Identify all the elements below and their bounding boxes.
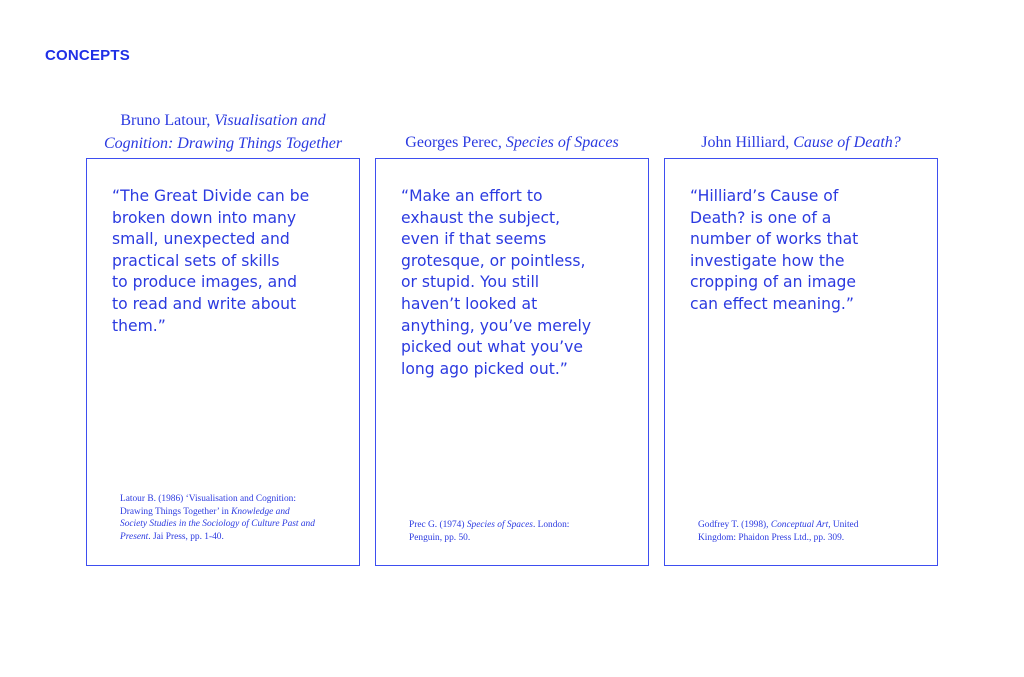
column-3-citation-tail1: , United — [828, 520, 859, 530]
column-1-citation — [120, 493, 350, 543]
column-2-citation-head: Prec G. (1974) — [409, 520, 465, 530]
column-1-quote: “The Great Divide can be broken down into many small, unexpected and practical sets of skills to produce images, and to read and write about them.” — [112, 187, 310, 335]
column-1-citation-italic1: Knowledge and — [231, 506, 290, 517]
column-1-author: Bruno Latour, — [120, 112, 211, 129]
column-1-citation-italic3: Present — [120, 531, 149, 542]
column-3-title — [664, 131, 938, 154]
column-2-author: Georges Perec, — [405, 134, 502, 151]
column-2-citation — [409, 519, 639, 544]
column-1-citation-line1: Latour B. (1986) ‘Visualisation and Cognition: — [120, 494, 296, 504]
column-3-work: Cause of Death? — [793, 134, 901, 151]
column-1-title — [86, 109, 360, 155]
column-2-citation-italic: Species of Spaces — [466, 520, 533, 530]
column-1-work-line2: Cognition: Drawing Things Together — [103, 135, 343, 152]
column-3-citation-tail2: Kingdom: Phaidon Press Ltd., pp. 309. — [698, 532, 845, 543]
column-2-title — [375, 131, 649, 154]
column-2-citation-tail1: . London: — [532, 520, 570, 530]
column-1-work-line1: Visualisation and — [214, 112, 326, 129]
column-2-citation-tail2: Penguin, pp. 50. — [409, 532, 471, 543]
column-2-quote: “Make an effort to exhaust the subject, even if that seems grotesque, or pointless, or stupid. You still haven’t looked at anything, you’ve merely picked out what you’ve long ago picked out.” — [401, 187, 592, 378]
column-3-citation-italic: Conceptual Art — [770, 520, 829, 530]
column-1-citation-italic2: Society Studies in the Sociology of Culture Past and — [120, 519, 315, 530]
column-1-citation-line2: Drawing Things Together’ in — [120, 506, 229, 517]
page-heading: CONCEPTS — [45, 47, 130, 64]
column-3-citation-head: Godfrey T. (1998), — [698, 520, 769, 530]
column-3-author: John Hilliard, — [701, 134, 790, 151]
column-1-citation-tail: . Jai Press, pp. 1-40. — [148, 531, 224, 542]
column-2-work: Species of Spaces — [505, 134, 619, 151]
column-3-citation — [698, 519, 928, 544]
column-3-quote: “Hilliard’s Cause of Death? is one of a number of works that investigate how the cropping of an image can effect meaning.” — [690, 187, 859, 313]
